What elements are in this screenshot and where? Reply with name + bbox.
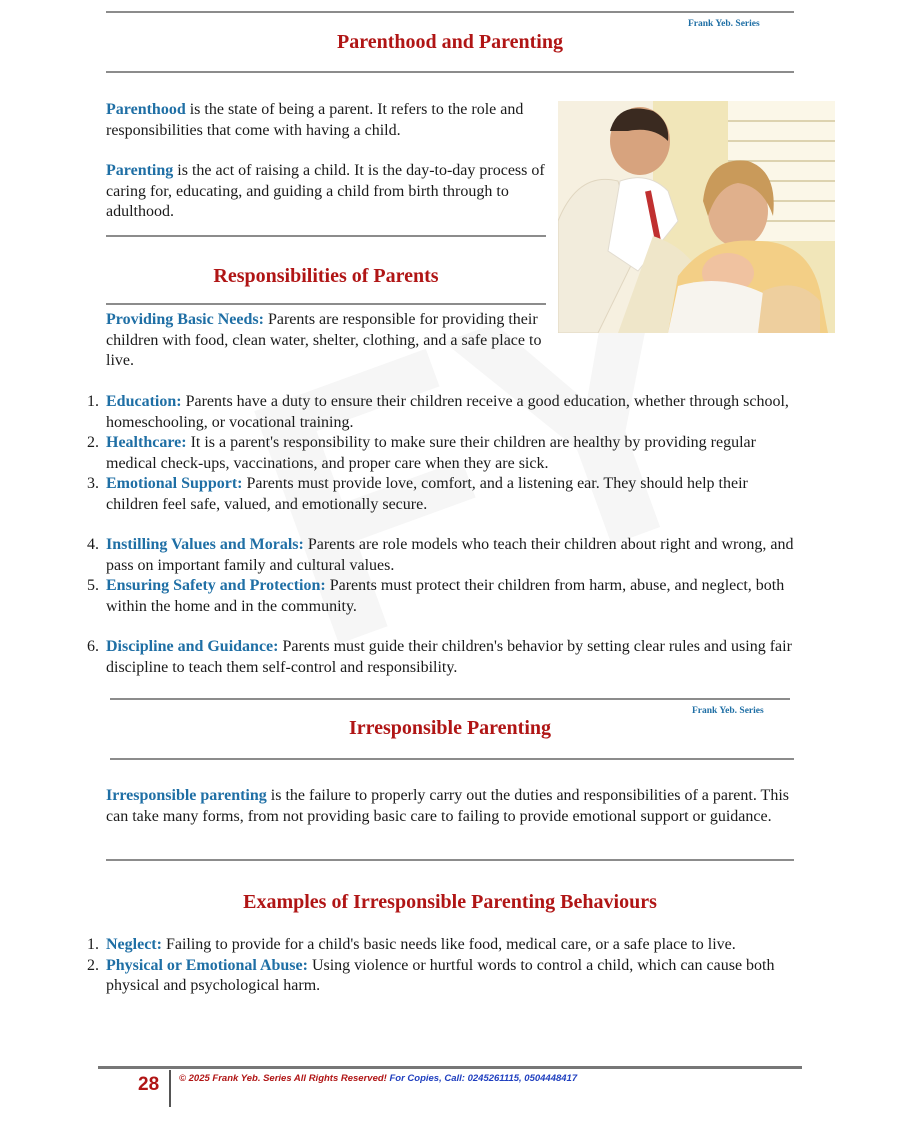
- item-text: It is a parent's responsibility to make sure their children are healthy by providing regular medical check-ups, vaccinations, and proper care when they are sick.: [106, 434, 756, 472]
- item-term: Healthcare:: [106, 434, 187, 451]
- item-text: Parents are role models who teach their children about right and wrong, and pass on important family and cultural values.: [106, 536, 794, 574]
- responsibilities-title: Responsibilities of Parents: [213, 265, 439, 287]
- responsibilities-list: [79, 392, 794, 678]
- footer-rule: [98, 1066, 802, 1069]
- page-title: Parenthood and Parenting: [337, 31, 563, 53]
- item-term: Instilling Values and Morals:: [106, 536, 304, 553]
- copyright-text: © 2025 Frank Yeb. Series All Rights Reserved!: [179, 1073, 387, 1084]
- page-number: 28: [138, 1074, 160, 1095]
- list-item: [79, 535, 794, 576]
- item-text: Parents have a duty to ensure their children receive a good education, whether through school, homeschooling, or vocational training.: [106, 393, 789, 431]
- item-text: Failing to provide for a child's basic needs like food, medical care, or a safe place to live.: [161, 936, 736, 953]
- item-term: Physical or Emotional Abuse:: [106, 956, 308, 974]
- copies-contact: For Copies, Call: 0245261115, 0504448417: [386, 1073, 578, 1084]
- item-text: Parents must protect their children from harm, abuse, and neglect, both within the home and in the community.: [106, 577, 785, 615]
- item-text: Parents must provide love, comfort, and a listening ear. They should help their children feel safe, valued, and emotionally secure.: [106, 475, 748, 513]
- footer-divider: [169, 1070, 171, 1107]
- item-term: Neglect:: [106, 936, 162, 953]
- irresponsible-text: is the failure to properly carry out the duties and responsibilities of a parent. This can take many forms, from not providing basic care to failing to provide emotional support or guidance.: [106, 787, 789, 825]
- responsibilities-top-rule: [106, 235, 546, 237]
- item-term: Ensuring Safety and Protection:: [106, 577, 326, 594]
- parenthood-definition: [106, 100, 546, 141]
- basic-needs-term: Providing Basic Needs:: [106, 311, 264, 328]
- basic-needs-text: Parents are responsible for providing their children with food, clean water, shelter, clothing, and a safe place to live.: [106, 311, 542, 369]
- item-text: Parents must guide their children's behavior by setting clear rules and using fair discipline to teach them self-control and responsibility.: [106, 638, 792, 676]
- irresponsible-title: Irresponsible Parenting: [348, 717, 552, 739]
- list-number: 1.: [87, 393, 99, 410]
- examples-list: [79, 935, 794, 997]
- parenting-text: is the act of raising a child. It is the day-to-day process of caring for, educating, and guiding a child from birth through to adulthood.: [106, 162, 545, 220]
- list-number: 4.: [87, 536, 99, 553]
- parenting-definition: [106, 161, 546, 223]
- list-number: 6.: [87, 638, 99, 655]
- list-number: 2.: [87, 434, 99, 451]
- series-label: Frank Yeb. Series: [692, 706, 764, 716]
- list-item: [79, 637, 794, 678]
- list-item: [79, 956, 794, 997]
- list-number: 2.: [87, 956, 99, 974]
- list-item: [79, 935, 794, 956]
- irresponsible-definition: [106, 786, 796, 827]
- parenthood-text: is the state of being a parent. It refers to the role and responsibilities that come with having a child.: [106, 101, 524, 139]
- parenting-term: Parenting: [106, 162, 174, 179]
- responsibilities-bottom-rule: [106, 303, 546, 305]
- irresponsible-end-rule: [106, 859, 794, 861]
- irresponsible-bottom-rule: [110, 758, 794, 760]
- irresponsible-term: Irresponsible parenting: [106, 787, 267, 804]
- list-item: [79, 433, 794, 474]
- list-item: [79, 474, 794, 515]
- list-number: 3.: [87, 475, 99, 492]
- list-number: 5.: [87, 577, 99, 594]
- series-label: Frank Yeb. Series: [688, 19, 760, 29]
- header-bottom-rule: [106, 71, 794, 73]
- parenthood-term: Parenthood: [106, 101, 186, 118]
- list-number: 1.: [87, 936, 99, 953]
- footer-copyright: [179, 1073, 577, 1084]
- examples-title: Examples of Irresponsible Parenting Behaviours: [243, 891, 657, 913]
- list-item: [79, 392, 794, 433]
- basic-needs-paragraph: [106, 310, 548, 372]
- item-term: Discipline and Guidance:: [106, 638, 279, 655]
- header-top-rule: [106, 11, 794, 13]
- item-term: Education:: [106, 393, 182, 410]
- family-photo-icon: [558, 101, 835, 333]
- item-text: Using violence or hurtful words to control a child, which can cause both physical and psychological harm.: [106, 956, 775, 994]
- irresponsible-top-rule: [110, 698, 790, 700]
- item-term: Emotional Support:: [106, 475, 243, 492]
- list-item: [79, 576, 794, 617]
